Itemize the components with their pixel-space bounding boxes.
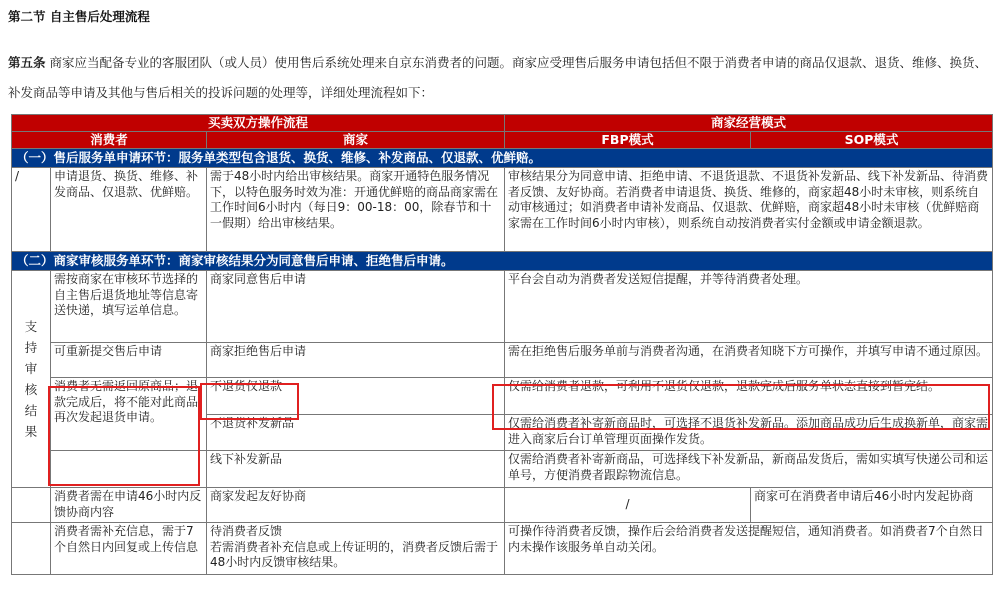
row-consumer bbox=[51, 451, 207, 488]
row-mode: 仅需给消费者补寄新商品时，可选择不退货补发新品。添加商品成功后生成换新单，商家需进入商家后台订单管理页面操作发货。 bbox=[505, 415, 993, 451]
row-merchant: 商家同意售后申请 bbox=[207, 271, 505, 343]
row-consumer: 消费者需在申请46小时内反馈协商内容 bbox=[51, 488, 207, 523]
band-review-stage: （二）商家审核服务单环节：商家审核结果分为同意售后申请、拒绝售后申请。 bbox=[12, 252, 993, 271]
table-row bbox=[12, 488, 993, 523]
header-sop: SOP模式 bbox=[751, 132, 993, 149]
row-merchant: 不退货仅退款 bbox=[207, 378, 505, 415]
after-sales-process-table bbox=[11, 114, 993, 575]
row-merchant: 线下补发新品 bbox=[207, 451, 505, 488]
header-fbp: FBP模式 bbox=[505, 132, 751, 149]
row-merchant: 不退货补发新品 bbox=[207, 415, 505, 451]
row1-col0: / bbox=[12, 168, 51, 252]
row-merchant: 待消费者反馈 若需消费者补充信息或上传证明的，消费者反馈后需于48小时内反馈审核结果。 bbox=[207, 523, 505, 575]
row-col0 bbox=[12, 523, 51, 575]
table-header-row-2 bbox=[12, 132, 993, 149]
table-row bbox=[12, 378, 993, 415]
section-title: 第二节 自主售后处理流程 bbox=[8, 9, 150, 24]
row-mode: 需在拒绝售后服务单前与消费者沟通，在消费者知晓下方可操作，并填写申请不通过原因。 bbox=[505, 343, 993, 378]
row1-merchant: 需于48小时内给出审核结果。商家开通特色服务情况下，以特色服务时效为准：开通优鲜赔的商品商家需在工作时间6小时内（每日9：00-18：00，除春节和十一假期）给出审核结果。 bbox=[207, 168, 505, 252]
row1-mode: 审核结果分为同意申请、拒绝申请、不退货退款、不退货补发新品、线下补发新品、待消费者反馈、友好协商。若消费者申请退货、换货、维修的，商家超48小时未审核，则系统自动审核通过；如消费者申请补发商品、仅退款、优鲜赔，商家超48小时未审核（优鲜赔商家需在工作时间6小时内审核），则系统自动按消费者实付金额或申请金额退款。 bbox=[505, 168, 993, 252]
table-row bbox=[12, 168, 993, 252]
section-band-1 bbox=[12, 149, 993, 168]
row-merchant: 商家拒绝售后申请 bbox=[207, 343, 505, 378]
row-col0 bbox=[12, 488, 51, 523]
table-row bbox=[12, 451, 993, 488]
header-consumer: 消费者 bbox=[12, 132, 207, 149]
row-sop: 商家可在消费者申请后46小时内发起协商 bbox=[751, 488, 993, 523]
article-label: 第五条 bbox=[8, 55, 46, 70]
vertical-label: 支持审核结果 bbox=[24, 319, 38, 439]
row-mode: 平台会自动为消费者发送短信提醒，并等待消费者处理。 bbox=[505, 271, 993, 343]
row-consumer: 需按商家在审核环节选择的自主售后退货地址等信息寄送快递，填写运单信息。 bbox=[51, 271, 207, 343]
table-row bbox=[12, 523, 993, 575]
table-header-row-1 bbox=[12, 115, 993, 132]
row-mode: 仅需给消费者退款，可利用不退货仅退款，退款完成后服务单状态直接到暂完结。 bbox=[505, 378, 993, 415]
row-merchant: 商家发起友好协商 bbox=[207, 488, 505, 523]
row-consumer: 可重新提交售后申请 bbox=[51, 343, 207, 378]
row-consumer: 消费者无需返回原商品；退款完成后，将不能对此商品再次发起退货申请。 bbox=[51, 378, 207, 451]
section-band-2 bbox=[12, 252, 993, 271]
row1-consumer: 申请退货、换货、维修、补发商品、仅退款、优鲜赔。 bbox=[51, 168, 207, 252]
row-consumer: 消费者需补充信息，需于7个自然日内回复或上传信息 bbox=[51, 523, 207, 575]
header-business-mode: 商家经营模式 bbox=[505, 115, 993, 132]
article-paragraph bbox=[8, 48, 993, 108]
band-apply-stage: （一）售后服务单申请环节：服务单类型包含退货、换货、维修、补发商品、仅退款、优鲜赔。 bbox=[12, 149, 993, 168]
row-mode: 仅需给消费者补寄新商品，可选择线下补发新品，新商品发货后，需如实填写快递公司和运单号，方便消费者跟踪物流信息。 bbox=[505, 451, 993, 488]
table-row bbox=[12, 271, 993, 343]
row-mode: 可操作待消费者反馈，操作后会给消费者发送提醒短信，通知消费者。如消费者7个自然日内未操作该服务单自动关闭。 bbox=[505, 523, 993, 575]
table-row bbox=[12, 343, 993, 378]
row-fbp: / bbox=[505, 488, 751, 523]
vertical-label-cell bbox=[12, 271, 51, 488]
header-buyer-seller-flow: 买卖双方操作流程 bbox=[12, 115, 505, 132]
article-text: 商家应当配备专业的客服团队（或人员）使用售后系统处理来自京东消费者的问题。商家应受理售后服务申请包括但不限于消费者申请的商品仅退款、退货、维修、换货、补发商品等申请及其他与售后相关的投诉问题的处理等，详细处理流程如下： bbox=[8, 55, 988, 100]
header-merchant: 商家 bbox=[207, 132, 505, 149]
